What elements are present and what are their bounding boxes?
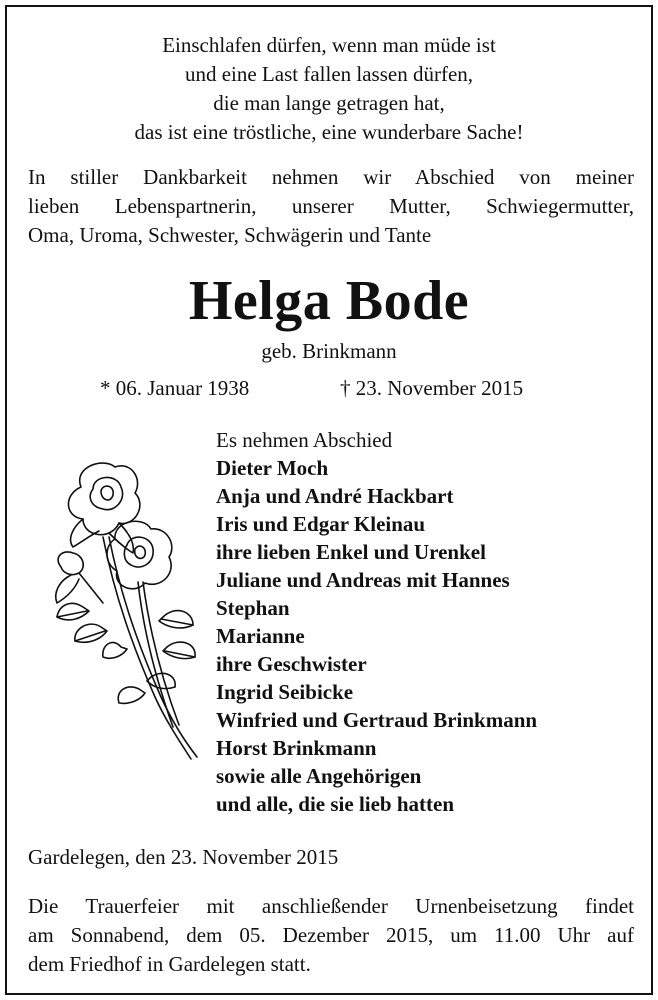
mourner-name: Marianne <box>216 624 305 648</box>
poem-line: und eine Last fallen lassen dürfen, <box>184 62 474 86</box>
place-date: Gardelegen, den 23. November 2015 <box>28 845 339 869</box>
mourner-name: Iris und Edgar Kleinau <box>216 512 426 536</box>
mourner-name: Dieter Moch <box>216 456 329 480</box>
service-line: Die Trauerfeier mit anschließender Urnenbeisetzung findet <box>28 894 634 918</box>
maiden-name: geb. Brinkmann <box>261 339 397 363</box>
intro-line: Oma, Uroma, Schwester, Schwägerin und Tante <box>28 223 432 247</box>
poem-line: Einschlafen dürfen, wenn man müde ist <box>162 33 496 57</box>
mourner-name: Juliane und Andreas mit Hannes <box>216 568 510 592</box>
mourner-name: Stephan <box>216 596 290 620</box>
mourners-list <box>216 426 636 818</box>
death-date: † 23. November 2015 <box>340 376 524 400</box>
intro-line: In stiller Dankbarkeit nehmen wir Abschied von meiner <box>28 165 634 189</box>
mourners-heading: Es nehmen Abschied <box>216 428 393 452</box>
poem <box>7 31 651 147</box>
intro-line: lieben Lebenspartnerin, unserer Mutter, Schwiegermutter, <box>28 194 634 218</box>
deceased-name: Helga Bode <box>188 270 470 332</box>
intro-text <box>28 163 634 250</box>
mourner-name: Horst Brinkmann <box>216 736 377 760</box>
poem-line: die man lange getragen hat, <box>213 91 445 115</box>
funeral-service-info <box>28 892 634 979</box>
service-line: am Sonnabend, dem 05. Dezember 2015, um 11.00 Uhr auf <box>28 923 634 947</box>
poem-line: das ist eine tröstliche, eine wunderbare Sache! <box>134 120 524 144</box>
birth-date: * 06. Januar 1938 <box>100 376 250 400</box>
mourner-name: ihre lieben Enkel und Urenkel <box>216 540 486 564</box>
service-line: dem Friedhof in Gardelegen statt. <box>28 952 311 976</box>
mourner-name: und alle, die sie lieb hatten <box>216 792 455 816</box>
mourner-name: ihre Geschwister <box>216 652 367 676</box>
mourner-name: Winfried und Gertraud Brinkmann <box>216 708 538 732</box>
roses-illustration <box>43 457 213 767</box>
mourner-name: Ingrid Seibicke <box>216 680 354 704</box>
mourner-name: Anja und André Hackbart <box>216 484 454 508</box>
mourner-name: sowie alle Angehörigen <box>216 764 422 788</box>
obituary-notice <box>5 5 653 995</box>
